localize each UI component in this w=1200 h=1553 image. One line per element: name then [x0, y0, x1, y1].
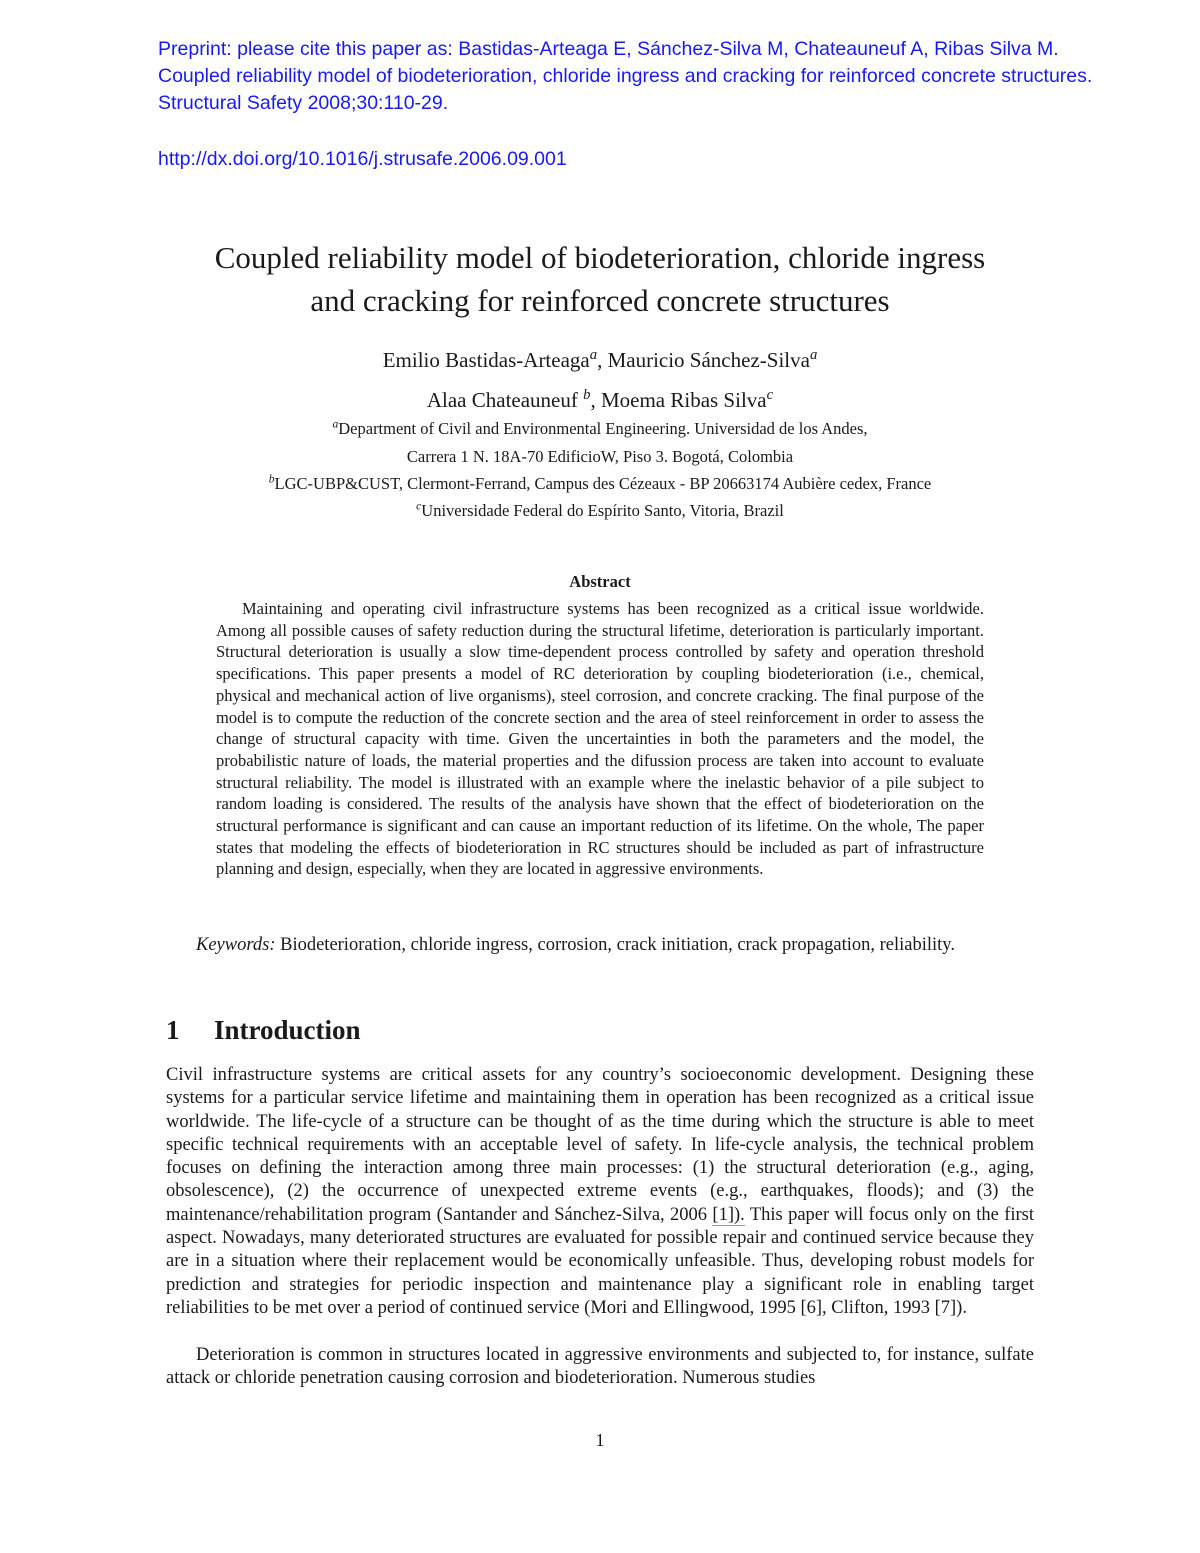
title-line-1: Coupled reliability model of biodeterioration, chloride ingress: [214, 240, 986, 275]
preprint-citation: Preprint: please cite this paper as: Bastidas-Arteaga E, Sánchez-Silva M, Chateauneuf A, Ribas Silva M. Coupled reliability model of biodeterioration, chloride ingress and cracking for reinforced concrete structures. Structural Safety 2008;30:110-29.: [158, 38, 1093, 114]
section-title: Introduction: [214, 1015, 361, 1045]
affiliation-mark: b: [268, 473, 275, 486]
author-affiliation-mark: a: [809, 347, 818, 363]
affiliation-text: Universidade Federal do Espírito Santo, Vitoria, Brazil: [421, 501, 784, 520]
preprint-notice: [158, 36, 1098, 117]
section-heading: [166, 1012, 361, 1048]
paper-title: [100, 236, 1100, 322]
abstract-text: Maintaining and operating civil infrastructure systems has been recognized as a critical issue worldwide. Among all possible causes of safety reduction during the structural lifetime, deterioration is particularly important. Structural deterioration is usually a slow time-dependent process controlled by safety and operation threshold specifications. This paper presents a model of RC deterioration by coupling biodeterioration (i.e., chemical, physical and mechanical action of live organisms), steel corrosion, and concrete cracking. The final purpose of the model is to compute the reduction of the concrete section and the area of steel reinforcement in order to assess the change of structural capacity with time. Given the uncertainties in both the parameters and the model, the probabilistic nature of loads, the material properties and the difussion process are taken into account to evaluate structural reliability. The model is illustrated with an example where the inelastic behavior of a pile subject to random loading is considered. The results of the analysis have shown that the effect of biodeterioration on the structural performance is significant and can cause an important reduction of its lifetime. On the whole, The paper states that modeling the effects of biodeterioration in RC structures should be included as part of infrastructure planning and design, especially, when they are located in aggressive environments.: [216, 599, 984, 879]
intro-paragraph-1: [166, 1064, 1034, 1320]
keywords-label: Keywords:: [196, 935, 276, 955]
author-name: Emilio Bastidas-Arteaga: [382, 348, 590, 372]
paragraph-text: This paper will focus only on the first aspect. Nowadays, many deteriorated structures are evaluated for possible repair and continued service because they are in a situation where their replacement would be economically unfeasible. Thus, developing robust models for prediction and strategies for periodic inspection and maintenance play a significant role in enabling target reliabilities to be met over a period of continued service (Mori and Ellingwood, 1995 [6], Clifton, 1993 [7]).: [166, 1204, 1034, 1318]
author-name: Moema Ribas Silva: [600, 388, 767, 412]
author-affiliation-mark: c: [766, 387, 774, 403]
author-affiliation-mark: b: [583, 387, 591, 403]
affiliation-text: LGC-UBP&CUST, Clermont-Ferrand, Campus des Cézeaux - BP 20663174 Aubière cedex, France: [274, 474, 932, 493]
affiliation-mark: c: [416, 500, 422, 513]
doi-link[interactable]: http://dx.doi.org/10.1016/j.strusafe.2006.09.001: [158, 148, 567, 170]
author-name: Alaa Chateauneuf: [426, 388, 578, 412]
paragraph-text: Civil infrastructure systems are critical assets for any country’s socioeconomic development. Designing these systems for a particular service lifetime and maintaining them in operation has been recognized as a critical issue worldwide. The life-cycle of a structure can be thought of as the time during which the structure is able to meet specific technical requirements with an acceptable level of safety. In life-cycle analysis, the technical problem focuses on defining the interaction among three main processes: (1) the structural deterioration (e.g., aging, obsolescence), (2) the occurrence of unexpected extreme events (e.g., earthquakes, floods); and (3) the maintenance/rehabilitation program (Santander and Sánchez-Silva, 2006: [166, 1065, 1034, 1225]
affiliation-c: [100, 498, 1100, 524]
abstract-heading: Abstract: [569, 572, 631, 591]
author-affiliation-mark: a: [589, 347, 598, 363]
affiliation-mark: a: [332, 418, 339, 431]
authors-line-2: Alaa Chateauneuf $^b$, Moema Ribas Silva$^c$: [426, 387, 774, 412]
keywords: [166, 933, 1034, 957]
affiliation-a-address: Carrera 1 N. 18A-70 EdificioW, Piso 3. Bogotá, Colombia: [406, 447, 794, 466]
authors-line-1: Emilio Bastidas-Arteaga$^a$, Mauricio Sánchez-Silva$^a$: [382, 347, 818, 372]
title-line-2: and cracking for reinforced concrete structures: [310, 283, 890, 318]
page-number: 1: [595, 1430, 605, 1450]
author-name: Mauricio Sánchez-Silva: [607, 348, 810, 372]
section-number: 1: [166, 1015, 180, 1045]
citation-link[interactable]: [1]).: [712, 1204, 745, 1225]
intro-paragraph-2: Deterioration is common in structures located in aggressive environments and subjected to, for instance, sulfate attack or chloride penetration causing corrosion and biodeterioration. Numerous studies: [166, 1345, 1034, 1389]
keywords-text: Biodeterioration, chloride ingress, corrosion, crack initiation, crack propagation, reliability.: [280, 935, 955, 955]
affiliation-b: [100, 471, 1100, 497]
affiliation-a: [100, 416, 1100, 442]
affiliation-text: Department of Civil and Environmental Engineering. Universidad de los Andes,: [338, 419, 868, 438]
